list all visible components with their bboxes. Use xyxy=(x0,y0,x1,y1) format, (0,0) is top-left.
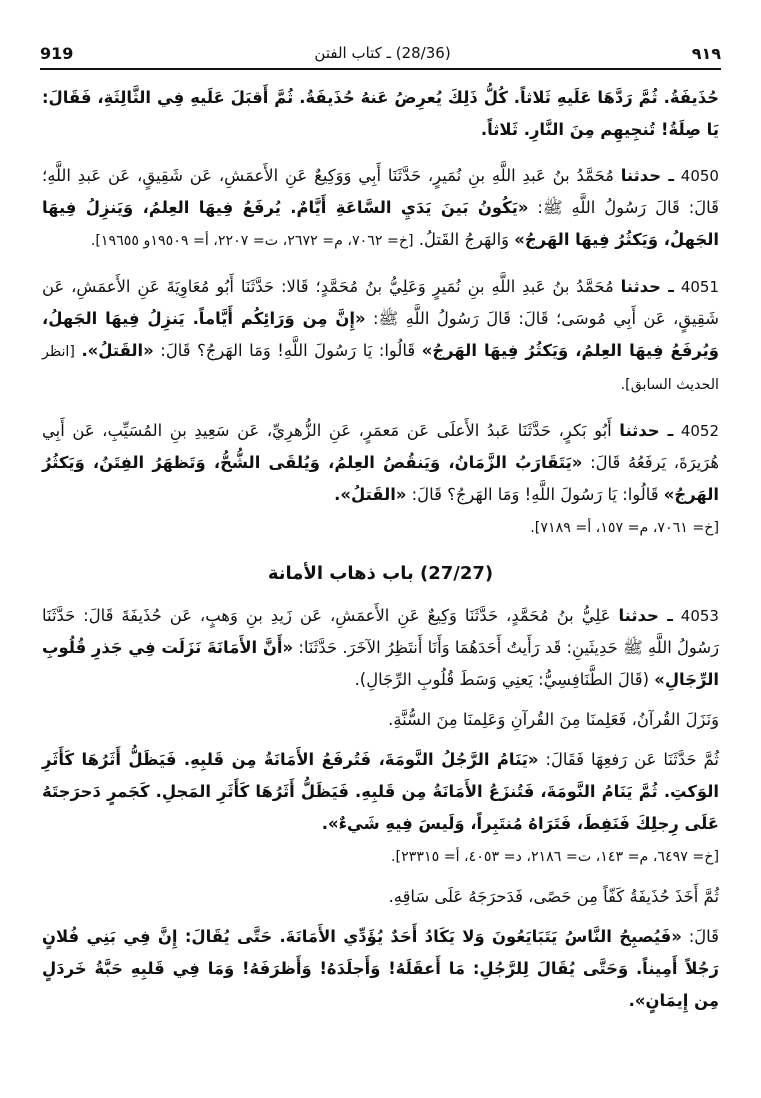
hadith-text: «يَكُونُ بَينَ يَدَيِ السَّاعَةِ أَيَّامٌ. يُرفَعُ فِيهَا العِلمُ، وَيَنزِلُ فِيهَا الجَهلُ، وَيَكثُرُ فِيهَا الهَرجُ» xyxy=(42,198,719,249)
reference: [خ= ٧٠٦٢، م= ٢٦٧٢، ت= ٢٢٠٧، أ= ١٩٥٠٩و ١٩٦٥٥]. xyxy=(90,233,414,249)
hadith-4053-part-5 xyxy=(42,921,719,1017)
reference: [انظر الحديث السابق]. xyxy=(42,344,719,393)
hadith-number: 4053 xyxy=(680,607,719,625)
narration-keyword: ـ حدثنا xyxy=(619,421,674,440)
hadith-text: «فَيُصبِحُ النَّاسُ يَتَبَايَعُونَ وَلا يَكَادُ أَحَدٌ يُؤَدِّي الأَمَانَةَ. حَتَّى يُقَالَ: إِنَّ فِي بَنِي فُلانٍ رَجُلاً أَمِيناً. وَحَتَّى يُقَالَ لِلرَّجُلِ: مَا أَعقَلَهُ! وَأَجلَدَهُ! وَأَظرَفَهُ! وَمَا فِي قَلبِهِ حَبَّةُ خَردَلٍ مِن إِيمَانٍ». xyxy=(42,927,719,1010)
hadith-4050 xyxy=(42,160,719,257)
paragraph-text: ثُمَّ أَخَذَ حُذَيفَةُ كَفّاً مِن حَصًى، فَدَحرَجَهُ عَلَى سَاقِهِ. xyxy=(388,887,719,906)
running-title: (28/36) ـ كتاب الفتن xyxy=(314,44,451,62)
hadith-4052 xyxy=(42,415,719,544)
hadith-4053-part-4 xyxy=(42,881,719,913)
hadith-number: 4050 xyxy=(680,167,719,185)
paragraph-lead: ثُمَّ حَدَّثَنَا عَن رَفعِهَا فَقَالَ: xyxy=(545,750,719,769)
hadith-tail: قَالُوا: يَا رَسُولَ اللَّهِ! وَمَا الهَرجُ؟ قَالَ: xyxy=(160,341,416,360)
page-number-latin: 919 xyxy=(40,43,74,63)
hadith-tail: وَالهَرجُ القَتلُ. xyxy=(418,230,510,249)
hadith-number: 4052 xyxy=(680,422,720,440)
hadith-4053-part-2 xyxy=(42,704,719,736)
hadith-4053-part-3 xyxy=(42,744,719,873)
narration-keyword: ـ حدثنا xyxy=(620,277,674,296)
hadith-number: 4051 xyxy=(680,278,719,296)
isnad-text: أَبُو بَكرٍ، حَدَّثَنَا عَبدُ الأَعلَى عَن مَعمَرٍ، عَنِ الزُّهرِيِّ، عَن سَعِيدِ بنِ المُسَيِّبِ، عَن أَبِي هُرَيرَةَ، يَرفَعُهُ قَالَ: xyxy=(42,421,719,472)
page-header xyxy=(40,38,721,70)
narration-keyword: ـ حدثنا xyxy=(618,606,673,625)
paragraph-lead: قَالَ: xyxy=(688,927,719,946)
reference: [خ= ٦٤٩٧، م= ١٤٣، ت= ٢١٨٦، د= ٤٠٥٣، أ= ٢٣٣١٥]. xyxy=(391,849,719,865)
isnad-text: عَلِيُّ بنُ مُحَمَّدٍ، حَدَّثَنَا وَكِيعٌ عَنِ الأَعمَشِ، عَن زَيدِ بنِ وَهبٍ، عَن حُذَيفَةَ قَالَ: حَدَّثَنَا رَسُولُ اللَّهِ ﷺ حَدِيثَينِ: قَد رَأَيتُ أَحَدَهُمَا وَأَنَا أَنتَظِرُ الآخَرَ. حَدَّثَنَا: xyxy=(42,606,719,657)
hadith-answer: «القَتلُ». xyxy=(334,485,407,504)
continuation-text: حُذَيفَةُ. ثُمَّ رَدَّهَا عَلَيهِ ثَلاثاً. كُلُّ ذَلِكَ يُعرِضُ عَنهُ حُذَيفَةُ. ثُمَّ أَقبَلَ عَلَيهِ فِي الثَّالِثَةِ، فَقَالَ: يَا صِلَةُ! تُنجِيهِم مِنَ النَّارِ. ثَلاثاً. xyxy=(42,88,719,139)
hadith-text: «يَنَامُ الرَّجُلُ النَّومَةَ، فَتُرفَعُ الأَمَانَةُ مِن قَلبِهِ. فَيَظَلُّ أَثَرُهَا كَأَثَرِ الوَكتِ. ثُمَّ يَنَامُ النَّومَةَ، فَتُنزَعُ الأَمَانَةُ مِن قَلبِهِ. فَيَظَلُّ أَثَرُهَا كَأَثَرِ المَجلِ. كَجَمرٍ دَحرَجتَهُ عَلَى رِجلِكَ فَنَفِطَ، فَتَرَاهُ مُنتَبِراً، وَلَيسَ فِيهِ شَيءٌ». xyxy=(42,750,719,833)
hadith-text: «أَنَّ الأَمَانَةَ نَزَلَت فِي جَذرِ قُلُوبِ الرِّجَالِ» xyxy=(42,638,719,689)
reference: [خ= ٧٠٦١، م= ١٥٧، أ= ٧١٨٩]. xyxy=(530,520,719,536)
page-body xyxy=(42,82,719,1025)
hadith-text: «يَتَقَارَبُ الزَّمَانُ، وَيَنقُصُ العِلمُ، وَيُلقَى الشُّحُّ، وَتَظهَرُ الفِتَنُ، وَيَكثُرُ الهَرجُ» xyxy=(42,453,719,504)
hadith-text: «إِنَّ مِن وَرَائِكُم أَيَّاماً. يَنزِلُ فِيهَا الجَهلُ، وَيُرفَعُ فِيهَا العِلمُ، وَيَكثُرُ فِيهَا الهَرجُ» xyxy=(42,309,719,360)
isnad-text: مُحَمَّدُ بنُ عَبدِ اللَّهِ بنِ نُمَيرٍ وَعَلِيُّ بنُ مُحَمَّدٍ؛ قَالا: حَدَّثَنَا أَبُو مُعَاوِيَةَ عَنِ الأَعمَشِ، عَن شَقِيقٍ، عَن أَبِي مُوسَى؛ قَالَ: قَالَ رَسُولُ اللَّهِ ﷺ: xyxy=(42,277,719,328)
paragraph-text: وَنَزَلَ القُرآنُ، فَعَلِمنَا مِنَ القُرآنِ وَعَلِمنَا مِنَ السُّنَّةِ. xyxy=(388,710,719,729)
narration-keyword: ـ حدثنا xyxy=(620,166,674,185)
hadith-tail: قَالُوا: يَا رَسُولَ اللَّهِ! وَمَا الهَرجُ؟ قَالَ: xyxy=(411,485,659,504)
hadith-4053 xyxy=(42,600,719,696)
continuation-paragraph xyxy=(42,82,719,146)
hadith-answer: «القَتلُ». xyxy=(81,341,154,360)
page-number-arabic: ٩١٩ xyxy=(691,43,721,63)
hadith-4051 xyxy=(42,271,719,401)
section-title: (27/27) باب ذهاب الأمانة xyxy=(267,563,494,584)
isnad-text: مُحَمَّدُ بنُ عَبدِ اللَّهِ بنِ نُمَيرٍ، حَدَّثَنَا أَبِي وَوَكِيعٌ عَنِ الأَعمَشِ، عَن شَقِيقٍ، عَن عَبدِ اللَّهِ؛ قَالَ: قَالَ رَسُولُ اللَّهِ ﷺ: xyxy=(42,166,719,217)
hadith-tail: (قَالَ الطَّنَافِسِيُّ: يَعنِي وَسَطَ قُلُوبِ الرِّجَالِ). xyxy=(354,670,650,689)
